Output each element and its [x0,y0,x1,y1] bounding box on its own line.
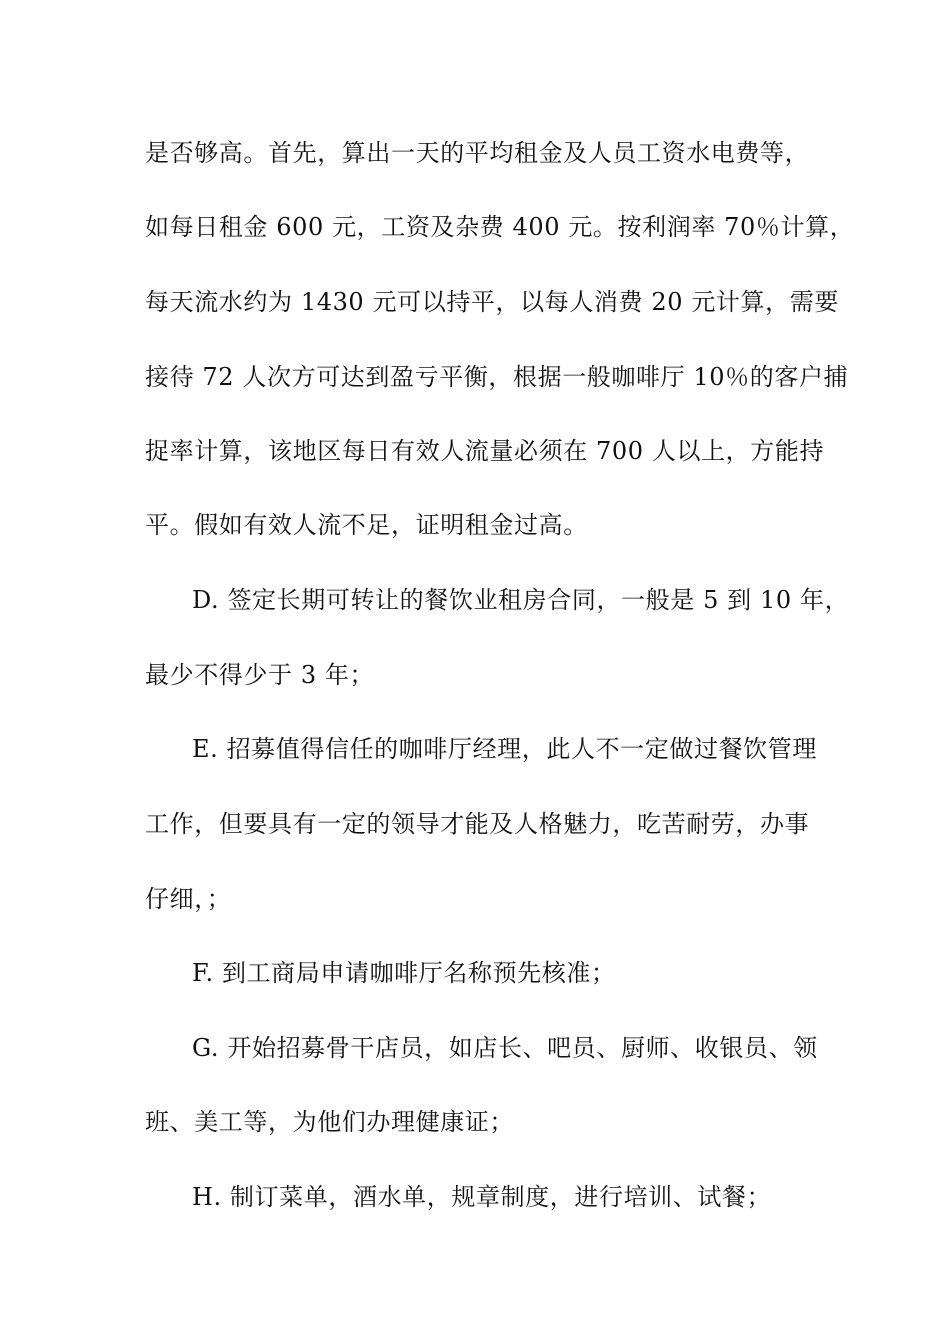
list-item-d-continued: 最少不得少于 3 年； [145,661,375,689]
list-item-f: F. 到工商局申请咖啡厅名称预先核准； [192,959,616,987]
list-item-e: E. 招募值得信任的咖啡厅经理，此人不一定做过餐饮管理 [192,735,817,763]
list-item-g: G. 开始招募骨干店员，如店长、吧员、厨师、收银员、领 [192,1034,818,1062]
list-item-d: D. 签定长期可转让的餐饮业租房合同，一般是 5 到 10 年， [192,586,850,614]
paragraph-line: 每天流水约为 1430 元可以持平，以每人消费 20 元计算，需要 [145,288,839,316]
paragraph-line: 是否够高。首先，算出一天的平均租金及人员工资水电费等， [145,139,810,167]
paragraph-line: 如每日租金 600 元，工资及杂费 400 元。按利润率 70％计算， [145,213,855,241]
list-item-h: H. 制订菜单，酒水单，规章制度，进行培训、试餐； [192,1183,772,1211]
list-item-g-continued: 班、美工等，为他们办理健康证； [145,1108,514,1136]
list-item-e-continued: 仔细，； [145,885,232,913]
paragraph-line: 捉率计算，该地区每日有效人流量必须在 700 人以上，方能持 [145,437,825,465]
paragraph-line: 平。假如有效人流不足，证明租金过高。 [145,511,588,539]
list-item-e-continued: 工作，但要具有一定的领导才能及人格魅力，吃苦耐劳，办事 [145,810,810,838]
paragraph-line: 接待 72 人次方可达到盈亏平衡，根据一般咖啡厅 10％的客户捕 [145,363,849,391]
